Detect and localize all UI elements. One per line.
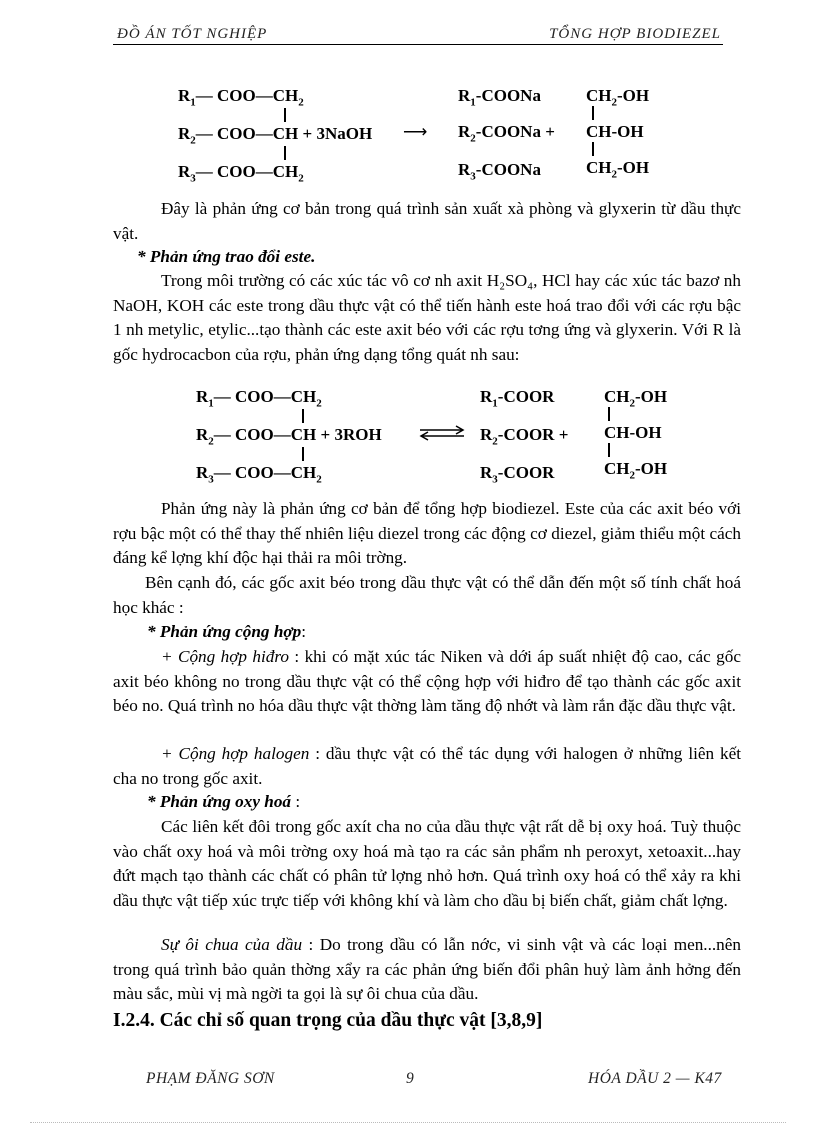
page-header (113, 28, 723, 45)
subheading-addition: * Phản ứng cộng hợp: (147, 622, 306, 641)
equilibrium-arrow-icon (418, 425, 466, 441)
eq1-reactant-2: $R_2—$ COO—CH + 3NaOH (178, 124, 373, 147)
eq1-glycerol-3: $CH_2-OH$ (586, 158, 650, 181)
paragraph-2: Trong môi trường có các xúc tác vô cơ nh axit H₂SO₄, HCl hay các xúc tác bazơ nh NaOH, KOH các este trong dầu thực vật có thể tiến hành este hoá trao đổi với các rợu bậc 1 nh metylic, etylic...tạo thành các este axit béo với các rợu tơng ứng và glyxerin. Với R là gốc hydrocacbon của rợu, phản ứng dạng tổng quát nh sau: (113, 271, 741, 364)
section-heading: I.2.4. Các chỉ số quan trọng của dầu thực vật [3,8,9] (113, 1010, 543, 1031)
eq2-product-2: $R_2$-COOR + (480, 425, 569, 448)
eq1-glycerol-2: CH-OH (586, 122, 644, 141)
footer-author: PHẠM ĐĂNG SƠN (146, 1070, 275, 1087)
subheading-oxidation: * Phản ứng oxy hoá : (147, 792, 301, 811)
eq1-gbond-2 (592, 142, 594, 156)
paragraph-3: Phản ứng này là phản ứng cơ bản để tổng hợp biodiezel. Este của các axit béo với rợu bậc một có thể thay thế nhiên liệu diezel trong các động cơ diezel, giảm thiểu một cách đáng kể lợng khí độc hại thải ra môi trờng. (113, 499, 741, 567)
eq1-glycerol-1: $CH_2-OH$ (586, 86, 650, 109)
eq2-gbond-2 (608, 443, 610, 457)
eq2-glycerol-1: $CH_2-OH$ (604, 387, 668, 410)
subheading-transesterification: * Phản ứng trao đổi este. (137, 247, 316, 266)
eq1-product-3: $R_3$-COONa (458, 160, 541, 183)
paragraph-7: Các liên kết đôi trong gốc axít cha no của dầu thực vật rất dễ bị oxy hoá. Tuỳ thuộc vào chất oxy hoá và môi trờng oxy hoá mà tạo ra các sản phẩm nh peroxyt, xetoaxit...hay đứt mạch tạo thành các chất có phân tử lợng nhỏ hơn. Quá trình oxy hoá có thể xảy ra khi dầu thực vật tiếp xúc trực tiếp với không khí và làm cho dầu bị biến chất, giảm chất lợng. (113, 817, 741, 910)
eq2-glycerol-2: CH-OH (604, 423, 662, 442)
eq2-bond-1 (302, 409, 304, 423)
eq2-reactant-1: $R_1—$ $COO—CH_2$ (196, 387, 322, 410)
eq1-bond-2 (284, 146, 286, 160)
paragraph-5: + Cộng hợp hiđro : khi có mặt xúc tác Niken và dới áp suất nhiệt độ cao, các gốc axit béo không no trong dầu thực vật có thể cộng hợp với hiđro để tạo thành các gốc axit béo no. Quá trình no hóa dầu thực vật thờng làm tăng độ nhớt và làm rắn đặc dầu thực vật. (113, 647, 741, 715)
eq1-product-1: $R_1$-COONa (458, 86, 541, 109)
eq2-product-1: $R_1$-COOR (480, 387, 555, 410)
eq1-reactant-1: $R_1—$ $COO—CH_2$ (178, 86, 304, 109)
eq1-reactant-3: $R_3—$ $COO—CH_2$ (178, 162, 304, 185)
eq1-arrow: ⟶ (403, 122, 428, 141)
eq2-reactant-3: $R_3—$ $COO—CH_2$ (196, 463, 322, 486)
eq2-bond-2 (302, 447, 304, 461)
paragraph-6: + Cộng hợp halogen : dầu thực vật có thể tác dụng với halogen ở những liên kết cha no trong gốc axit. (113, 744, 741, 788)
equation-saponification (178, 86, 698, 196)
eq2-product-3: $R_3$-COOR (480, 463, 555, 486)
paragraph-1: Đây là phản ứng cơ bản trong quá trình sản xuất xà phòng và glyxerin từ dầu thực vật. (113, 199, 741, 243)
footer-class: HÓA DẦU 2 — K47 (588, 1070, 722, 1087)
eq2-gbond-1 (608, 407, 610, 421)
paragraph-8: Sự ôi chua của dầu : Do trong dầu có lẫn nớc, vi sinh vật và các loại men...nên trong quá trình bảo quản thờng xẩy ra các phản ứng biến đổi phân huỷ làm ảnh hởng đến màu sắc, mùi vị mà ngời ta gọi là sự ôi chua của dầu. (113, 935, 741, 1003)
footer-page-number: 9 (406, 1070, 415, 1087)
eq2-glycerol-3: $CH_2-OH$ (604, 459, 668, 482)
equation-transesterification (196, 387, 696, 487)
eq1-product-2: $R_2$-COONa + (458, 122, 555, 145)
header-left: ĐỒ ÁN TỐT NGHIỆP (117, 26, 268, 42)
paragraph-4: Bên cạnh đó, các gốc axit béo trong dầu thực vật có thể dẫn đến một số tính chất hoá học khác : (113, 573, 741, 617)
header-right: TỔNG HỢP BIODIEZEL (549, 26, 721, 42)
eq2-reactant-2: $R_2—$ COO—CH + 3ROH (196, 425, 382, 448)
eq1-bond-1 (284, 108, 286, 122)
eq1-gbond-1 (592, 106, 594, 120)
